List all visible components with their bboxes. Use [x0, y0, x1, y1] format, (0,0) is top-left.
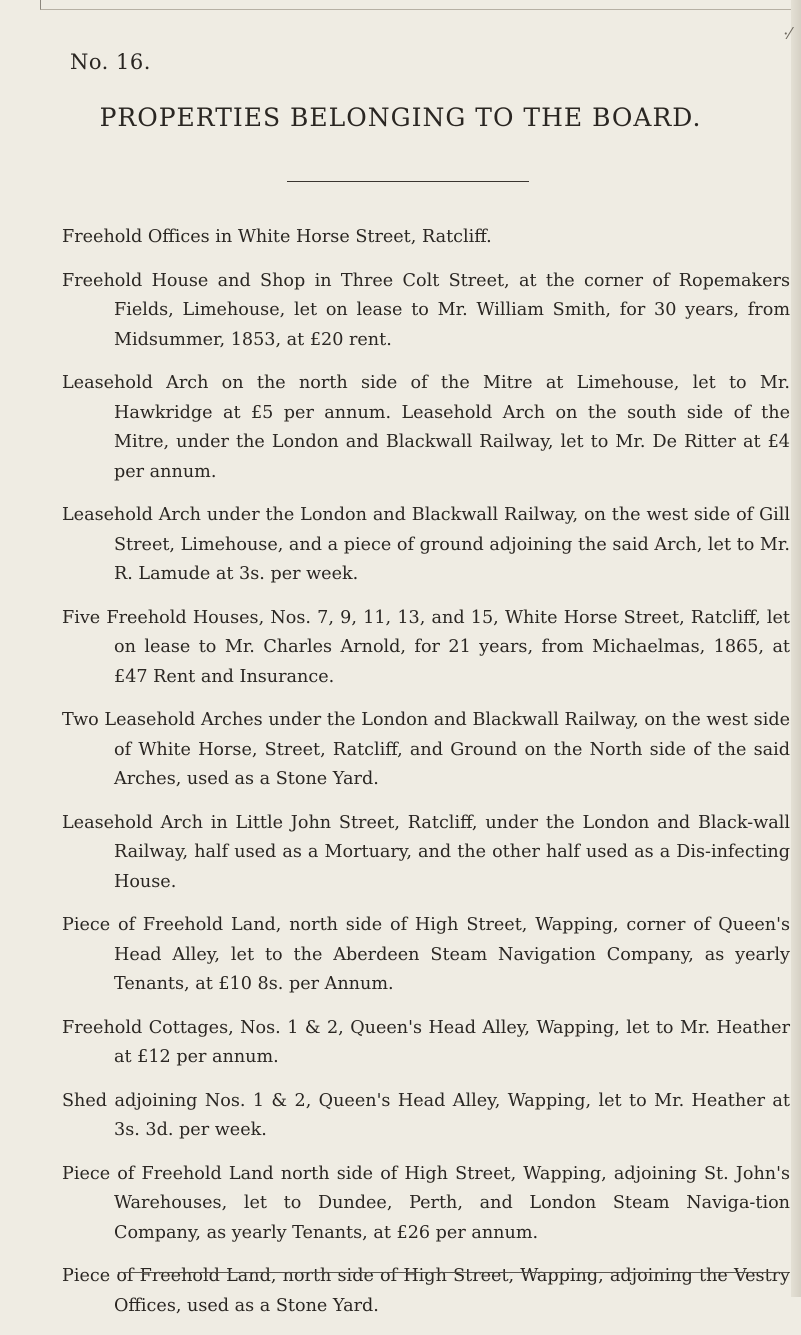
property-list — [62, 223, 790, 1335]
property-entry-4: Leasehold Arch under the London and Blackwall Railway, on the west side of Gill Street, Limehouse, and a piece of ground adjoining the said Arch, let to Mr. R. Lamude at 3s. per week. — [62, 505, 790, 584]
page-edge-shadow — [791, 0, 801, 1297]
property-entry-7: Leasehold Arch in Little John Street, Ratcliff, under the London and Black-wall Railway, half used as a Mortuary, and the other half used as a Dis-infecting House. — [62, 812, 790, 892]
property-entry-8: Piece of Freehold Land, north side of High Street, Wapping, corner of Queen's Head Alley, let to the Aberdeen Steam Navigation Company, as yearly Tenants, at £10 8s. per Annum. — [62, 915, 790, 994]
title-divider — [287, 181, 529, 182]
property-entry-12: Piece of Freehold Land, north side of High Street, Wapping, adjoining the Vestry Offices, used as a Stone Yard. — [62, 1266, 790, 1316]
property-entry-5: Five Freehold Houses, Nos. 7, 9, 11, 13, and 15, White Horse Street, Ratcliff, let on lease to Mr. Charles Arnold, for 21 years, from Michaelmas, 1865, at £47 Rent and Insurance. — [62, 607, 790, 687]
property-entry-3: Leasehold Arch on the north side of the Mitre at Limehouse, let to Mr. Hawkridge at £5 per annum. Leasehold Arch on the south side of the Mitre, under the London and Blackwall Railway, let to Mr. De Ritter at £4 per annum. — [62, 373, 790, 482]
property-entry-1: Freehold Offices in White Horse Street, Ratcliff. — [62, 227, 492, 247]
property-entry-9: Freehold Cottages, Nos. 1 & 2, Queen's Head Alley, Wapping, let to Mr. Heather at £12 per annum. — [62, 1017, 790, 1067]
page-title: PROPERTIES BELONGING TO THE BOARD. — [99, 103, 702, 132]
property-entry-11: Piece of Freehold Land north side of High Street, Wapping, adjoining St. John's Warehouses, let to Dundee, Perth, and London Steam Naviga-tion Company, as yearly Tenants, at £26 per annum. — [62, 1163, 790, 1243]
top-border-rule — [40, 0, 801, 10]
document-number: No. 16. — [70, 50, 151, 74]
property-entry-10: Shed adjoining Nos. 1 & 2, Queen's Head Alley, Wapping, let to Mr. Heather at 3s. 3d. per week. — [62, 1090, 790, 1140]
property-entry-6: Two Leasehold Arches under the London and Blackwall Railway, on the west side of White Horse, Street, Ratcliff, and Ground on the North side of the said Arches, used as a Stone Yard. — [62, 710, 790, 789]
property-entry-2: Freehold House and Shop in Three Colt Street, at the corner of Ropemakers Fields, Limehouse, let on lease to Mr. William Smith, for 30 years, from Midsummer, 1853, at £20 rent. — [62, 270, 790, 350]
corner-mark: ·⁄ — [783, 24, 791, 43]
bottom-divider — [118, 1272, 788, 1273]
